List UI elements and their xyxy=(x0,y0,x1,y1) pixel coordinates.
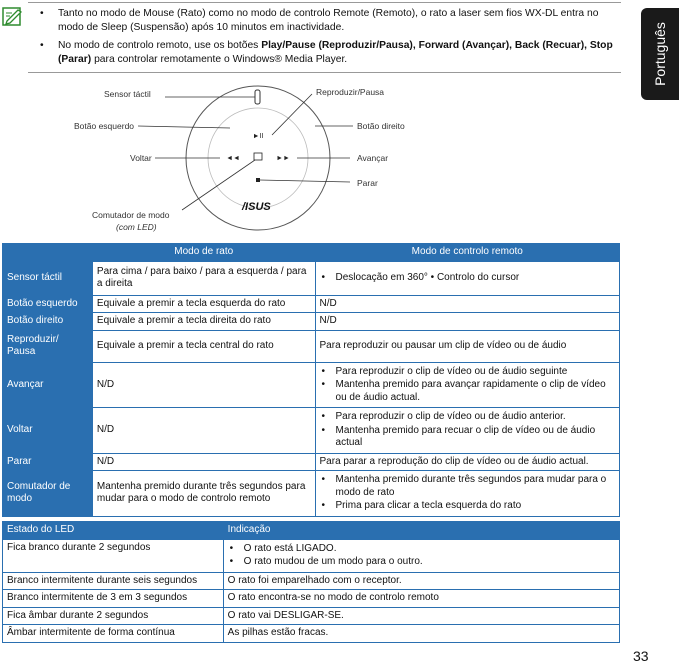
forward-icon: ►► xyxy=(276,155,290,162)
note-icon xyxy=(2,6,24,26)
table-row: Voltar N/D • Para reproduzir o clip de vídeo ou de áudio anterior. • Mantenha premido para recuar o clip de vídeo ou de áudio actual xyxy=(3,408,620,454)
left-button-label: Botão esquerdo xyxy=(74,121,135,131)
mode-switch-label: Comutador de modo xyxy=(92,210,170,220)
sensor-label: Sensor táctil xyxy=(104,89,151,99)
back-icon: ◄◄ xyxy=(226,155,240,162)
table-row: Fica âmbar durante 2 segundos O rato vai DESLIGAR-SE. xyxy=(3,607,620,625)
table-row: Botão esquerdo Equivale a premir a tecla esquerda do rato N/D xyxy=(3,295,620,313)
mouse-mode-header: Modo de rato xyxy=(92,244,315,262)
forward-label: Avançar xyxy=(357,153,389,163)
back-label: Voltar xyxy=(130,153,152,163)
note-item: • Tanto no modo de Mouse (Rato) como no modo de controlo Remote (Remoto), o rato a laser sem fios WX-DL entra no modo de Sleep (Suspensão) após 10 minutos em inactividade. xyxy=(40,7,620,34)
notes-rule xyxy=(28,72,621,73)
remote-mode-header: Modo de controlo remoto xyxy=(315,244,619,262)
notes-list xyxy=(40,7,620,71)
table-row: Branco intermitente de 3 em 3 segundos O rato encontra-se no modo de controlo remoto xyxy=(3,590,620,608)
table-header-row xyxy=(3,522,620,540)
led-state-header: Estado do LED xyxy=(3,522,224,540)
table-row: Branco intermitente durante seis segundos O rato foi emparelhado com o receptor. xyxy=(3,572,620,590)
table-row: Parar N/D Para parar a reprodução do clip de vídeo ou de áudio actual. xyxy=(3,453,620,471)
language-tab xyxy=(641,8,679,100)
table-row: Comutador de modo Mantenha premido durante três segundos para mudar para o modo de controlo remoto • Mantenha premido durante três segundos para mudar para o modo de rato • Prima para clicar a tecla esquerda do rato xyxy=(3,471,620,517)
functions-table xyxy=(2,243,620,517)
right-button-label: Botão direito xyxy=(357,121,405,131)
table-row: Reproduzir/ Pausa Equivale a premir a tecla central do rato Para reproduzir ou pausar um clip de vídeo ou de áudio xyxy=(3,330,620,362)
mode-switch-sublabel: (com LED) xyxy=(116,222,157,232)
table-row: Avançar N/D • Para reproduzir o clip de vídeo ou de áudio seguinte • Mantenha premido para avançar rapidamente o clip de vídeo ou de áudio actual. xyxy=(3,362,620,408)
stop-label: Parar xyxy=(357,178,378,188)
indication-header: Indicação xyxy=(223,522,619,540)
table-row: Sensor táctil Para cima / para baixo / para a esquerda / para a direita • Deslocação em 360° • Controlo do cursor xyxy=(3,261,620,295)
play-pause-label: Reproduzir/Pausa xyxy=(316,87,385,97)
brand-logo: /ISUS xyxy=(242,201,271,213)
note-item: • No modo de controlo remoto, use os botões Play/Pause (Reproduzir/Pausa), Forward (Avançar), Back (Recuar), Stop (Parar) para controlar remotamente o Windows® Media Player. xyxy=(40,39,620,66)
language-label: Português xyxy=(652,22,668,86)
play-pause-icon: ►II xyxy=(252,133,264,140)
mouse-diagram xyxy=(60,80,440,240)
led-table xyxy=(2,521,620,643)
stop-icon xyxy=(256,178,260,182)
table-row: Botão direito Equivale a premir a tecla direita do rato N/D xyxy=(3,313,620,331)
table-row: Âmbar intermitente de forma contínua As pilhas estão fracas. xyxy=(3,625,620,643)
table-row: Fica branco durante 2 segundos • O rato está LIGADO. • O rato mudou de um modo para o outro. xyxy=(3,539,620,572)
table-header-row xyxy=(3,244,620,262)
top-rule xyxy=(28,2,621,3)
page-number: 33 xyxy=(633,648,649,664)
